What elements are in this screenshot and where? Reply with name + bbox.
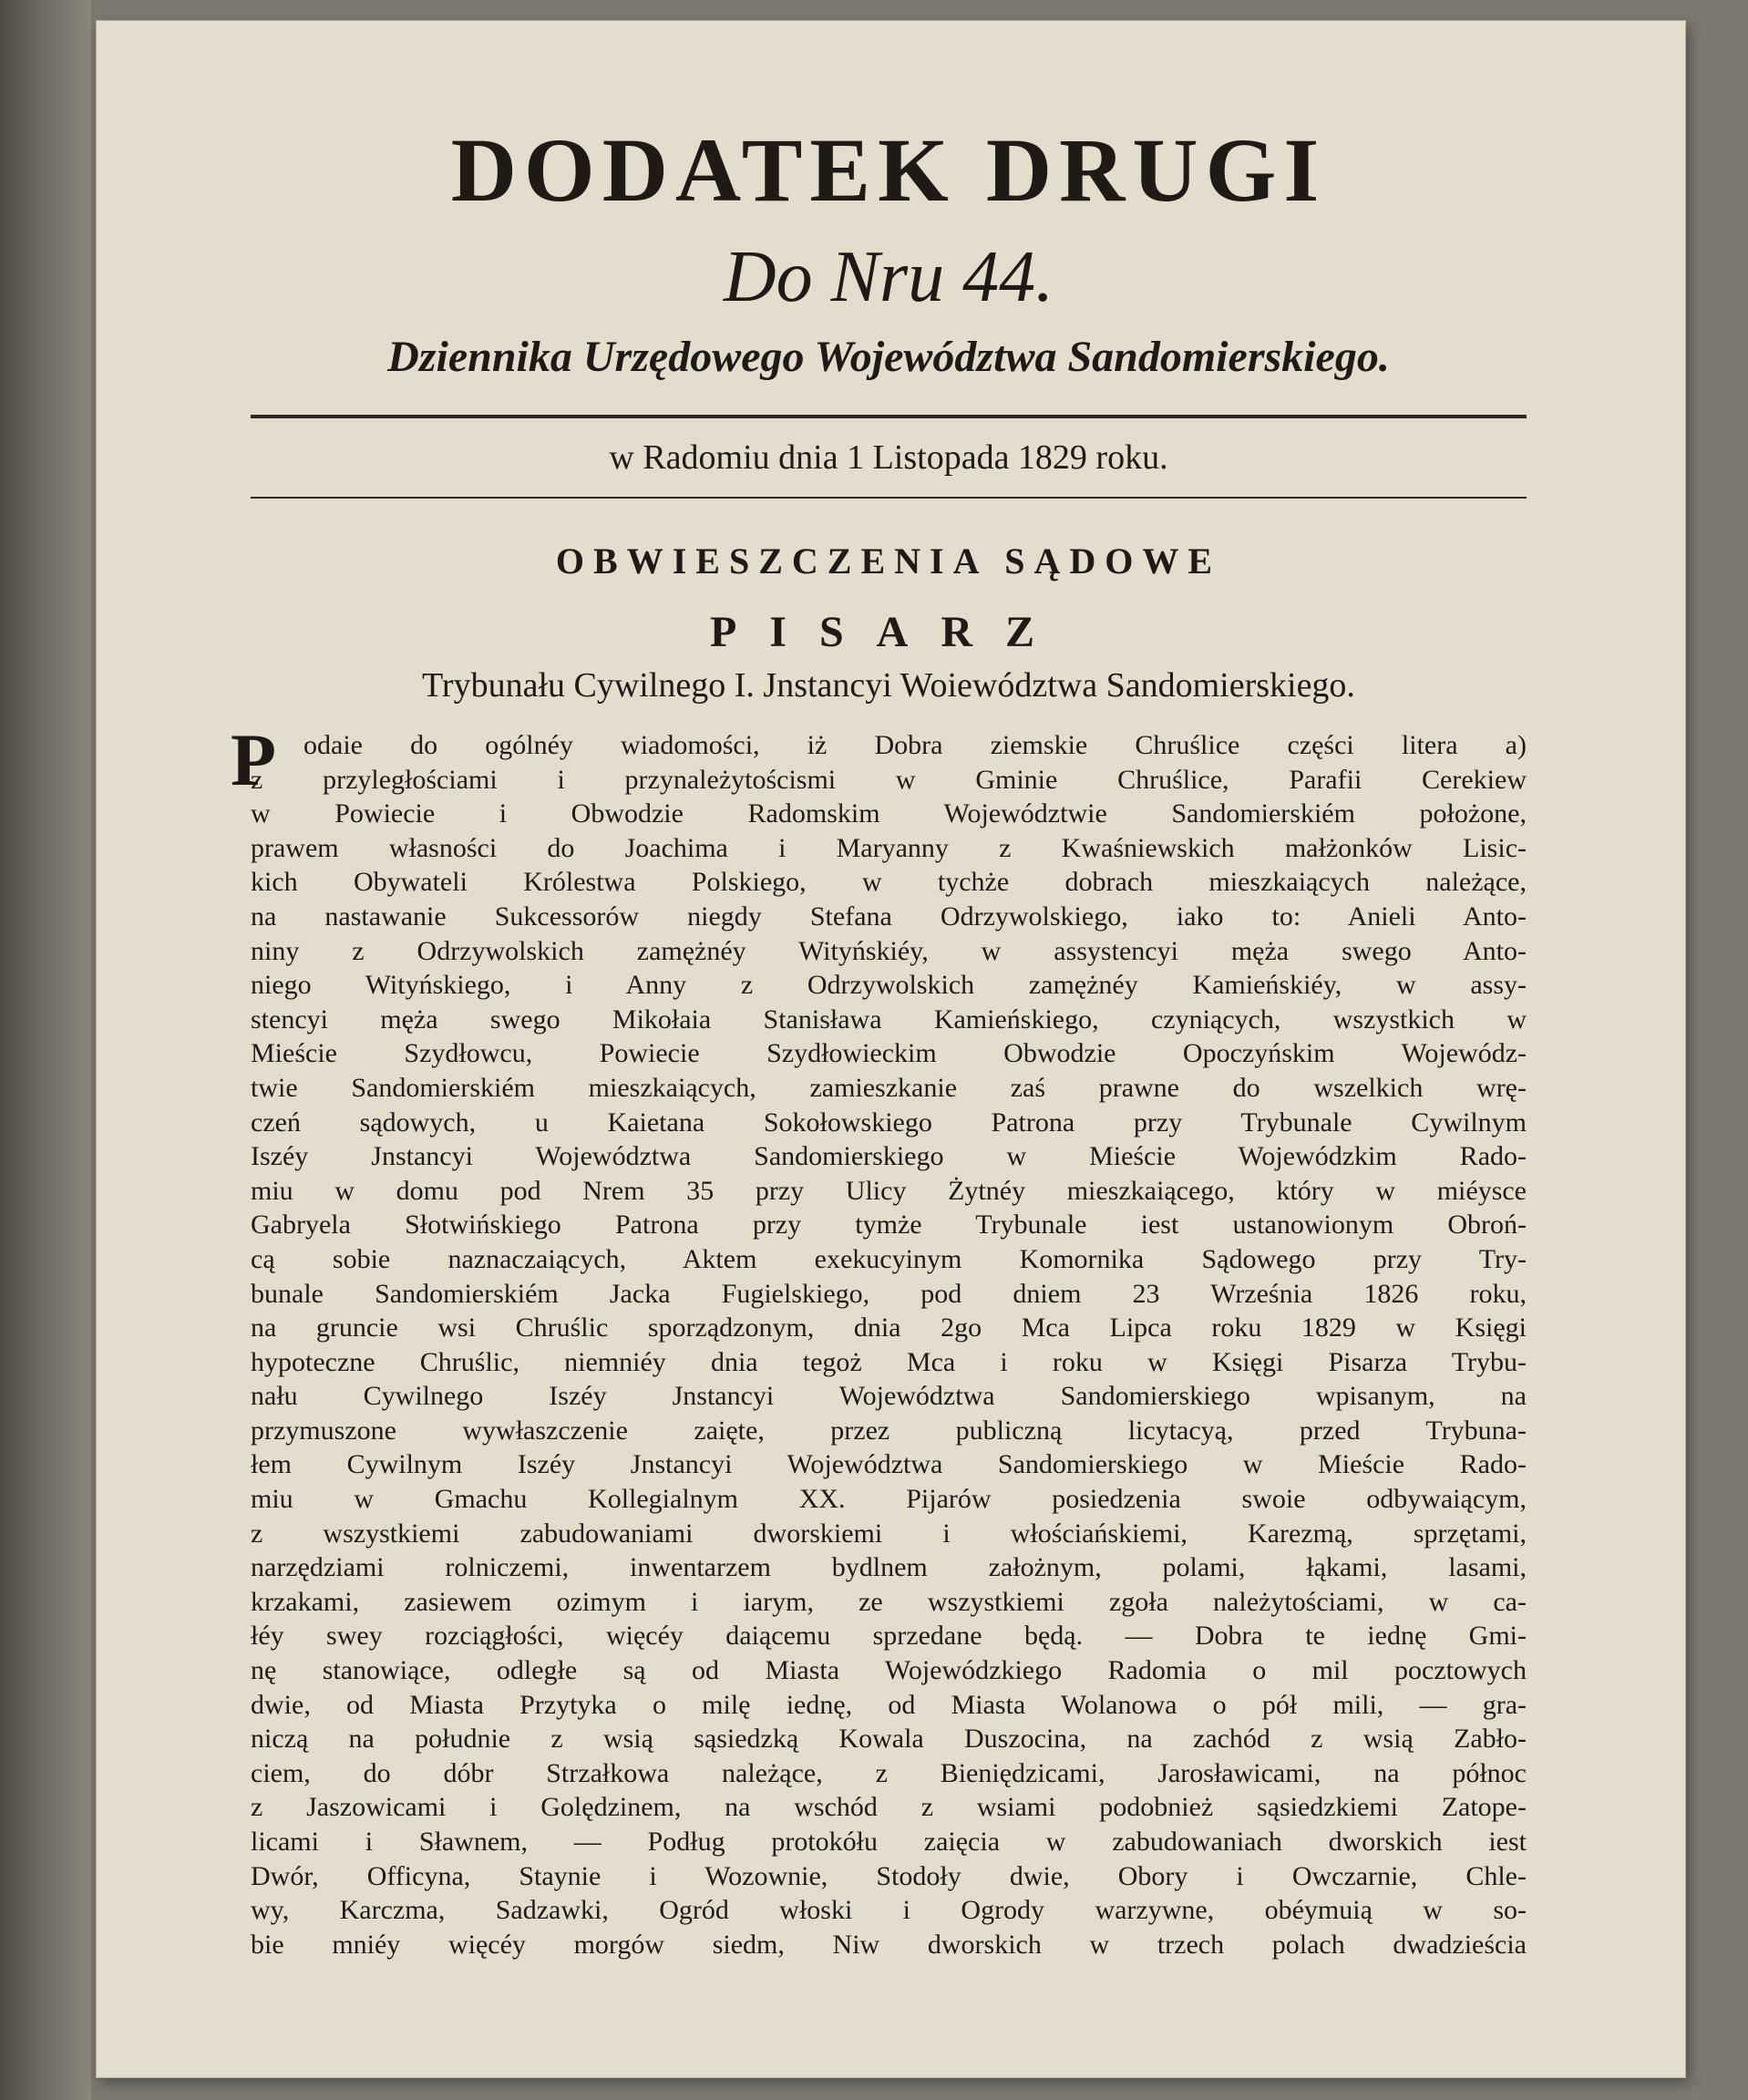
text-line: nału Cywilnego Iszéy Jnstancyi Województwa Sandomierskiego wpisanym, na — [251, 1381, 1527, 1412]
text-line: z przyległościami i przynależytoścismi w Gminie Chruślice, Parafii Cerekiew — [251, 764, 1527, 795]
text-line: stencyi męża swego Mikołaia Stanisława Kamieńskiego, czyniących, wszystkich w — [251, 1004, 1527, 1035]
text-line: kich Obywateli Królestwa Polskiego, w tychże dobrach mieszkaiących należące, — [251, 867, 1527, 898]
text-line: miu w Gmachu Kollegialnym XX. Pijarów posiedzenia swoie odbywaiącym, — [251, 1484, 1527, 1515]
text-line: niego Wityńskiego, i Anny z Odrzywolskich zamężnéy Kamieńskiéy, w assy- — [251, 970, 1527, 1001]
text-line: na gruncie wsi Chruślic sporządzonym, dnia 2go Mca Lipca roku 1829 w Księgi — [251, 1312, 1527, 1343]
text-line: łem Cywilnym Iszéy Jnstancyi Województwa Sandomierskiego w Mieście Rado- — [251, 1449, 1527, 1480]
text-line: Mieście Szydłowcu, Powiecie Szydłowieckim Obwodzie Opoczyńskim Wojewódz- — [251, 1038, 1527, 1069]
notice-body — [231, 718, 1527, 1961]
text-line: z Jaszowicami i Golędzinem, na wschód z wsiami podobnież sąsiedzkiemi Zatope- — [251, 1792, 1527, 1823]
text-line: niny z Odrzywolskich zamężnéy Wityńskiéy, w assystencyi męża swego Anto- — [251, 935, 1527, 966]
text-line: wy, Karczma, Sadzawki, Ogród włoski i Ogrody warzywne, obéymuią w so- — [251, 1895, 1527, 1926]
text-line: w Powiecie i Obwodzie Radomskim Województwie Sandomierskiém położone, — [251, 798, 1527, 829]
text-line: łéy swey rozciągłości, więcéy daiącemu sprzedane będą. — Dobra te iednę Gmi- — [251, 1621, 1527, 1652]
text-line: na nastawanie Sukcessorów niegdy Stefana Odrzywolskiego, iako to: Anieli Anto- — [251, 901, 1527, 932]
text-line: dwie, od Miasta Przytyka o milę iednę, od Miasta Wolanowa o pół mili, — gra- — [251, 1689, 1527, 1720]
text-line: miu w domu pod Nrem 35 przy Ulicy Żytnéy mieszkaiącego, który w miéysce — [251, 1175, 1527, 1206]
text-line: nę stanowiące, odległe są od Miasta Wojewódzkiego Radomia o mil pocztowych — [251, 1655, 1527, 1686]
text-line: odaie do ogólnéy wiadomości, iż Dobra ziemskie Chruślice części litera a) — [303, 730, 1527, 760]
masthead-title: DODATEK DRUGI — [450, 119, 1327, 221]
text-line: z wszystkiemi zabudowaniami dworskiemi i włościańskiemi, Karezmą, sprzętami, — [251, 1518, 1527, 1549]
text-line: czeń sądowych, u Kaietana Sokołowskiego Patrona przy Trybunale Cywilnym — [251, 1107, 1527, 1138]
text-line: cą sobie naznaczaiących, Aktem exekucyinym Komornika Sądowego przy Try- — [251, 1243, 1527, 1274]
text-line: krzakami, zasiewem ozimym i iarym, ze wszystkiemi zgoła należytościami, w ca- — [251, 1586, 1527, 1617]
text-line: Gabryela Słotwińskiego Patrona przy tymże Trybunale iest ustanowionym Obroń- — [251, 1210, 1527, 1240]
text-line: bunale Sandomierskiém Jacka Fugielskiego, pod dniem 23 Września 1826 roku, — [251, 1278, 1527, 1309]
document-page — [96, 20, 1686, 2078]
text-line: bie mniéy więcéy morgów siedm, Niw dworskich w trzech polach dwadzieścia — [251, 1929, 1527, 1960]
dateline: w Radomiu dnia 1 Listopada 1829 roku. — [609, 438, 1168, 477]
issue-number: Do Nru 44. — [723, 237, 1054, 317]
text-line: ciem, do dóbr Strzałkowa należące, z Bieniędzicami, Jarosławicami, na północ — [251, 1757, 1527, 1788]
notice-text — [251, 728, 1527, 1961]
court-name: Trybunału Cywilnego I. Jnstancyi Woiewództwa Sandomierskiego. — [422, 666, 1355, 705]
header-rule — [251, 415, 1527, 418]
text-line: Iszéy Jnstancyi Województwa Sandomierskiego w Mieście Wojewódzkim Rado- — [251, 1141, 1527, 1172]
text-line: narzędziami rolniczemi, inwentarzem bydlnem założnym, polami, łąkami, lasami, — [251, 1552, 1527, 1583]
text-line: prawem własności do Joachima i Maryanny z Kwaśniewskich małżonków Lisic- — [251, 832, 1527, 863]
drop-cap: P — [231, 718, 277, 801]
text-line: licami i Sławnem, — Podług protokółu zaięcia w zabudowaniach dworskich iest — [251, 1827, 1527, 1857]
section-title: OBWIESZCZENIA SĄDOWE — [555, 540, 1222, 582]
text-line: niczą na południe z wsią sąsiedzką Kowala Duszocina, na zachód z wsią Zabło- — [251, 1724, 1527, 1755]
office-title: PISARZ — [709, 608, 1068, 656]
journal-title: Dziennika Urzędowego Województwa Sandomierskiego. — [387, 333, 1390, 381]
text-line: hypoteczne Chruślic, niemniéy dnia tegoż Mca i roku w Księgi Pisarza Trybu- — [251, 1346, 1527, 1377]
dateline-rule — [251, 497, 1527, 499]
page-content — [231, 111, 1527, 1961]
text-line: twie Sandomierskiém mieszkaiących, zamieszkanie zaś prawne do wszelkich wrę- — [251, 1072, 1527, 1103]
text-line: Dwór, Officyna, Staynie i Wozownie, Stodoły dwie, Obory i Owczarnie, Chle- — [251, 1860, 1527, 1891]
text-line: przymuszone wywłaszczenie zaięte, przez publiczną licytacyą, przed Trybuna- — [251, 1415, 1527, 1446]
book-spine — [0, 0, 91, 2100]
